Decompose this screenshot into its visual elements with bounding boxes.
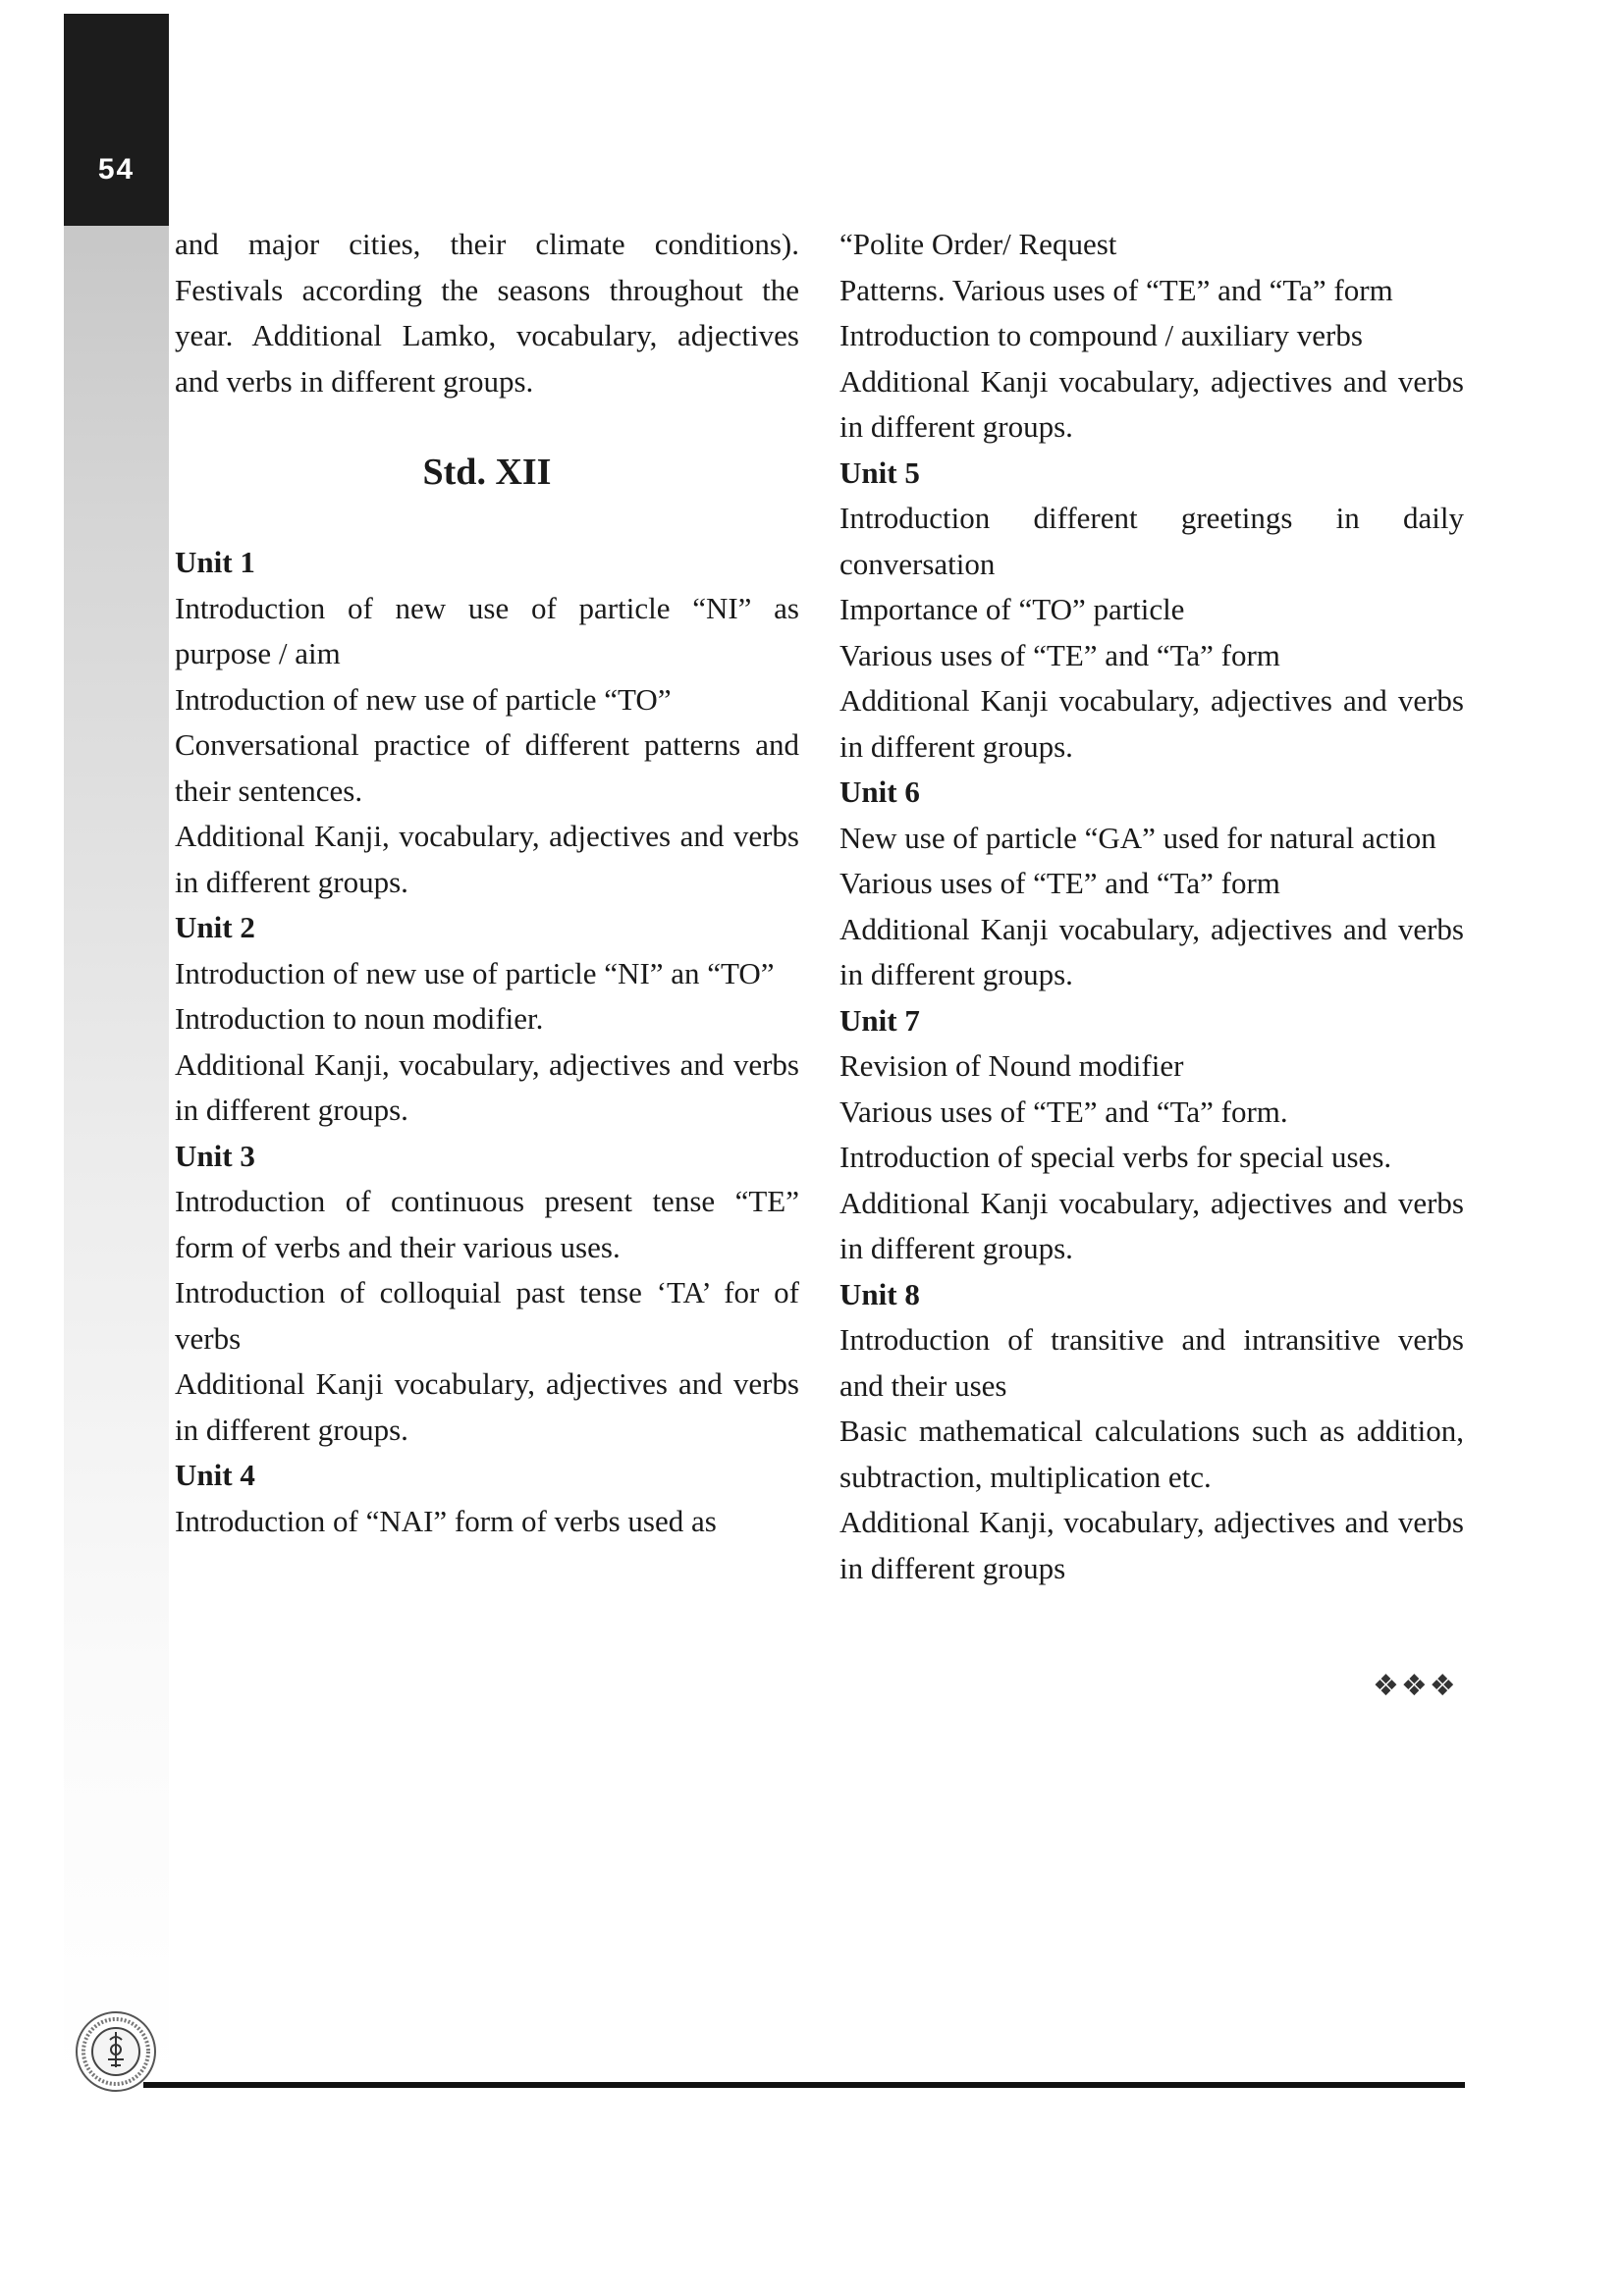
unit-line: Additional Kanji vocabulary, adjectives and verbs in different groups.	[175, 1366, 799, 1447]
unit-line: Introduction of new use of particle “NI” as purpose / aim	[175, 590, 799, 670]
page-number: 54	[97, 153, 135, 186]
continuation-line: Introduction to compound / auxiliary verbs	[839, 318, 1363, 352]
unit-line: Revision of Nound modifier	[839, 1048, 1184, 1083]
unit-line: Various uses of “TE” and “Ta” form	[839, 866, 1280, 900]
unit-line: Various uses of “TE” and “Ta” form	[839, 637, 1280, 672]
unit-line: Introduction of new use of particle “NI” an “TO”	[175, 955, 775, 990]
unit-line: Introduction of colloquial past tense ‘TA’ for of verbs	[175, 1275, 799, 1356]
unit-heading: Unit 5	[839, 454, 920, 490]
continuation-line: Additional Kanji vocabulary, adjectives and verbs in different groups.	[839, 363, 1464, 444]
unit-block	[839, 770, 1464, 998]
unit-line: Introduction of continuous present tense “TE” form of verbs and their various uses.	[175, 1184, 799, 1264]
unit-line: Basic mathematical calculations such as addition, subtraction, multiplication etc.	[839, 1414, 1464, 1494]
unit-block	[175, 1134, 799, 1454]
unit-block	[839, 451, 1464, 771]
continuation-line: “Polite Order/ Request	[839, 227, 1117, 261]
unit-block	[175, 540, 799, 905]
unit-heading: Unit 3	[175, 1138, 255, 1173]
page-number-tab	[64, 14, 169, 226]
unit-line: Introduction of transitive and intransitive verbs and their uses	[839, 1322, 1464, 1403]
unit-line: Importance of “TO” particle	[839, 592, 1185, 626]
unit-line: Various uses of “TE” and “Ta” form.	[839, 1094, 1288, 1129]
right-column	[839, 222, 1464, 1591]
footer-rule	[143, 2082, 1465, 2088]
unit-heading: Unit 1	[175, 545, 255, 579]
unit-block	[839, 998, 1464, 1272]
unit-line: New use of particle “GA” used for natural action	[839, 820, 1436, 855]
unit-line: Introduction to noun modifier.	[175, 1001, 544, 1036]
section-heading: Std. XII	[422, 452, 552, 493]
unit-block	[175, 905, 799, 1134]
unit-line: Additional Kanji, vocabulary, adjectives and verbs in different groups.	[175, 1046, 799, 1127]
unit-heading: Unit 4	[175, 1458, 255, 1492]
unit-block	[175, 1453, 799, 1544]
unit-line: Additional Kanji vocabulary, adjectives and verbs in different groups.	[839, 683, 1464, 764]
unit-line: Introduction different greetings in daily conversation	[839, 501, 1464, 581]
unit-heading: Unit 6	[839, 774, 920, 809]
unit-line: Additional Kanji, vocabulary, adjectives and verbs in different groups.	[175, 819, 799, 899]
unit-line: Introduction of special verbs for special uses.	[839, 1140, 1392, 1174]
seal-emblem-icon	[75, 2010, 157, 2093]
unit-line: Additional Kanji, vocabulary, adjectives and verbs in different groups	[839, 1505, 1464, 1585]
unit-line: Conversational practice of different patterns and their sentences.	[175, 727, 799, 808]
unit-block	[839, 1272, 1464, 1592]
unit-line: Introduction of “NAI” form of verbs used as	[175, 1503, 717, 1538]
continuation-line: Patterns. Various uses of “TE” and “Ta” form	[839, 272, 1393, 307]
unit-line: Introduction of new use of particle “TO”	[175, 681, 672, 717]
unit-heading: Unit 2	[175, 910, 255, 944]
side-gradient-bar	[64, 14, 169, 2085]
unit-heading: Unit 7	[839, 1002, 920, 1038]
left-column	[175, 222, 799, 1544]
end-of-section-ornament: ❖❖❖	[1373, 1669, 1458, 1703]
unit-line: Additional Kanji vocabulary, adjectives and verbs in different groups.	[839, 911, 1464, 991]
intro-paragraph: and major cities, their climate conditions). Festivals according the seasons throughout the year. Additional Lamko, vocabulary, adjectives and verbs in different groups.	[175, 227, 799, 399]
unit-line: Additional Kanji vocabulary, adjectives and verbs in different groups.	[839, 1185, 1464, 1265]
unit-heading: Unit 8	[839, 1276, 920, 1311]
